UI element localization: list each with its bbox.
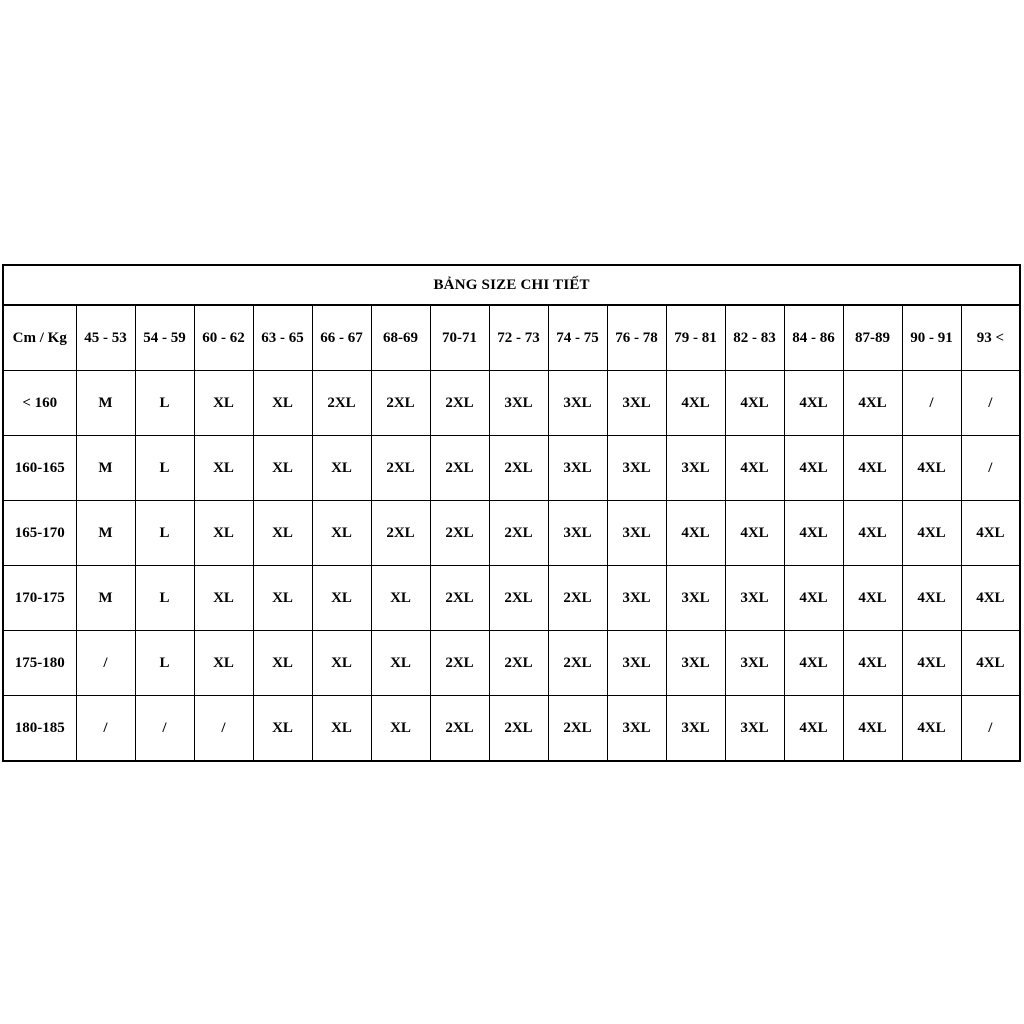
size-cell: XL: [253, 371, 312, 436]
title-row: [3, 265, 1020, 305]
size-cell: 2XL: [489, 436, 548, 501]
size-cell: 2XL: [489, 631, 548, 696]
size-cell: 4XL: [784, 696, 843, 762]
size-cell: 4XL: [784, 371, 843, 436]
weight-header: 54 - 59: [135, 305, 194, 371]
size-cell: XL: [253, 566, 312, 631]
size-cell: XL: [312, 436, 371, 501]
height-label: < 160: [3, 371, 76, 436]
size-cell: 4XL: [725, 371, 784, 436]
size-cell: 4XL: [902, 436, 961, 501]
weight-header: 60 - 62: [194, 305, 253, 371]
size-cell: XL: [371, 566, 430, 631]
size-cell: /: [76, 631, 135, 696]
size-cell: XL: [253, 631, 312, 696]
size-cell: 4XL: [902, 501, 961, 566]
size-cell: 3XL: [666, 436, 725, 501]
size-cell: 4XL: [843, 371, 902, 436]
size-cell: XL: [194, 371, 253, 436]
size-cell: L: [135, 566, 194, 631]
size-cell: 4XL: [725, 436, 784, 501]
weight-header: 63 - 65: [253, 305, 312, 371]
size-cell: 3XL: [607, 631, 666, 696]
size-cell: XL: [253, 696, 312, 762]
size-cell: /: [194, 696, 253, 762]
height-label: 170-175: [3, 566, 76, 631]
size-cell: 4XL: [843, 631, 902, 696]
weight-header: 70-71: [430, 305, 489, 371]
size-cell: L: [135, 436, 194, 501]
size-cell: XL: [312, 501, 371, 566]
size-cell: 4XL: [666, 371, 725, 436]
size-cell: 2XL: [489, 501, 548, 566]
size-cell: 2XL: [430, 566, 489, 631]
size-cell: 2XL: [430, 696, 489, 762]
size-cell: L: [135, 501, 194, 566]
table-row: [3, 696, 1020, 762]
size-cell: 3XL: [548, 436, 607, 501]
size-cell: 3XL: [725, 696, 784, 762]
height-label: 160-165: [3, 436, 76, 501]
size-cell: 4XL: [843, 501, 902, 566]
size-cell: 4XL: [784, 566, 843, 631]
size-cell: L: [135, 631, 194, 696]
size-cell: XL: [194, 566, 253, 631]
weight-header: 45 - 53: [76, 305, 135, 371]
size-cell: 2XL: [430, 501, 489, 566]
size-cell: XL: [194, 631, 253, 696]
size-cell: XL: [371, 631, 430, 696]
size-cell: 4XL: [902, 631, 961, 696]
size-cell: 2XL: [430, 371, 489, 436]
size-cell: 2XL: [371, 436, 430, 501]
height-label: 180-185: [3, 696, 76, 762]
size-cell: XL: [312, 566, 371, 631]
size-cell: 3XL: [607, 696, 666, 762]
size-cell: 2XL: [430, 436, 489, 501]
size-cell: M: [76, 436, 135, 501]
size-cell: 4XL: [784, 631, 843, 696]
size-cell: 2XL: [312, 371, 371, 436]
size-cell: M: [76, 566, 135, 631]
size-cell: 4XL: [902, 566, 961, 631]
size-cell: 3XL: [607, 501, 666, 566]
size-cell: 3XL: [607, 371, 666, 436]
size-cell: /: [76, 696, 135, 762]
size-cell: XL: [253, 501, 312, 566]
table-row: [3, 436, 1020, 501]
size-cell: 4XL: [784, 436, 843, 501]
size-cell: 2XL: [371, 501, 430, 566]
size-cell: /: [135, 696, 194, 762]
size-cell: 4XL: [784, 501, 843, 566]
size-cell: 4XL: [843, 696, 902, 762]
table-title: BẢNG SIZE CHI TIẾT: [3, 265, 1020, 305]
size-cell: 4XL: [961, 566, 1020, 631]
size-cell: 3XL: [666, 696, 725, 762]
size-cell: L: [135, 371, 194, 436]
size-cell: XL: [312, 631, 371, 696]
size-cell: 3XL: [548, 501, 607, 566]
size-cell: 2XL: [430, 631, 489, 696]
size-cell: M: [76, 501, 135, 566]
size-cell: 4XL: [961, 501, 1020, 566]
size-cell: 2XL: [489, 696, 548, 762]
size-cell: 4XL: [666, 501, 725, 566]
size-chart-table: [2, 264, 1021, 762]
size-cell: 3XL: [725, 631, 784, 696]
header-row: [3, 305, 1020, 371]
size-cell: 2XL: [371, 371, 430, 436]
weight-header: 76 - 78: [607, 305, 666, 371]
weight-header: 84 - 86: [784, 305, 843, 371]
size-cell: 3XL: [489, 371, 548, 436]
table-row: [3, 566, 1020, 631]
table-row: [3, 501, 1020, 566]
size-cell: M: [76, 371, 135, 436]
size-cell: /: [961, 696, 1020, 762]
size-cell: 2XL: [548, 631, 607, 696]
size-cell: 3XL: [666, 631, 725, 696]
table-row: [3, 371, 1020, 436]
weight-header: 79 - 81: [666, 305, 725, 371]
size-cell: 3XL: [725, 566, 784, 631]
weight-header: 74 - 75: [548, 305, 607, 371]
size-cell: XL: [312, 696, 371, 762]
size-cell: /: [961, 371, 1020, 436]
weight-header: 90 - 91: [902, 305, 961, 371]
size-cell: 4XL: [902, 696, 961, 762]
weight-header: 93 <: [961, 305, 1020, 371]
table-body: [3, 371, 1020, 762]
size-cell: XL: [253, 436, 312, 501]
height-label: 165-170: [3, 501, 76, 566]
size-cell: 3XL: [548, 371, 607, 436]
weight-header: 87-89: [843, 305, 902, 371]
weight-header: 82 - 83: [725, 305, 784, 371]
size-cell: 4XL: [725, 501, 784, 566]
size-cell: XL: [194, 436, 253, 501]
size-cell: XL: [194, 501, 253, 566]
size-cell: 4XL: [843, 566, 902, 631]
height-label: 175-180: [3, 631, 76, 696]
size-cell: 3XL: [607, 566, 666, 631]
weight-header: 66 - 67: [312, 305, 371, 371]
size-cell: 2XL: [489, 566, 548, 631]
size-cell: 3XL: [607, 436, 666, 501]
corner-label: Cm / Kg: [3, 305, 76, 371]
size-cell: 3XL: [666, 566, 725, 631]
size-cell: 2XL: [548, 566, 607, 631]
size-cell: 4XL: [961, 631, 1020, 696]
size-cell: /: [961, 436, 1020, 501]
weight-header: 72 - 73: [489, 305, 548, 371]
size-cell: XL: [371, 696, 430, 762]
size-cell: /: [902, 371, 961, 436]
size-cell: 2XL: [548, 696, 607, 762]
weight-header: 68-69: [371, 305, 430, 371]
size-cell: 4XL: [843, 436, 902, 501]
table-row: [3, 631, 1020, 696]
